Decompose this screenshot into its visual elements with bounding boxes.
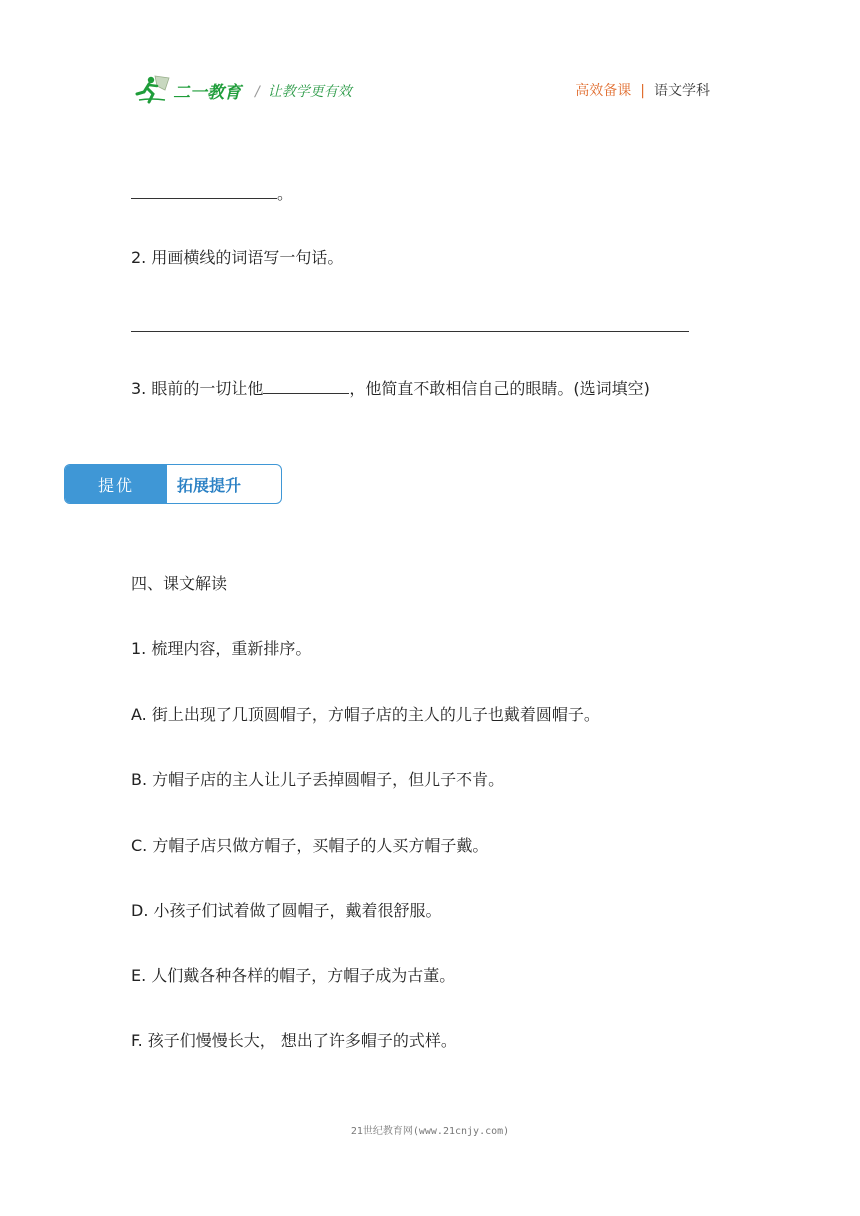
slogan [255,81,352,101]
footer-source: 21世纪教育网(www.21cnjy.com) [350,1126,510,1137]
answer-line-continued [131,184,293,204]
question-1: 1. 梳理内容，重新排序。 [131,639,312,658]
option-c: C. 方帽子店只做方帽子，买帽子的人买方帽子戴。 [131,836,489,855]
section-tag-level: 提优 [65,465,167,503]
option-d: D. 小孩子们试着做了圆帽子，戴着很舒服。 [131,901,442,920]
slogan-slash: / [255,84,260,100]
fill-blank[interactable] [131,184,277,199]
logo-text: 二一教育 [173,83,241,103]
option-b: B. 方帽子店的主人让儿子丢掉圆帽子，但儿子不肯。 [131,770,505,789]
option-a: A. 街上出现了几顶圆帽子，方帽子店的主人的儿子也戴着圆帽子。 [131,705,600,724]
question-3-prefix: 3. 眼前的一切让他 [131,379,264,398]
slogan-text: 让教学更有效 [267,84,352,100]
option-f: F. 孩子们慢慢长大， 想出了许多帽子的式样。 [131,1031,457,1050]
answer-line-q2[interactable] [131,331,689,332]
question-2: 2. 用画横线的词语写一句话。 [131,248,344,267]
section-tag-title: 拓展提升 [177,475,242,495]
section-tag [64,464,282,504]
header-right [575,80,710,100]
header-separator: | [640,83,645,99]
question-3-suffix: ，他简直不敢相信自己的眼睛。(选词填空) [349,379,650,398]
option-e: E. 人们戴各种各样的帽子，方帽子成为古董。 [131,966,456,985]
header-label-prep: 高效备课 [575,83,632,99]
runner-logo-icon [135,74,171,104]
fill-blank-q3[interactable] [263,379,349,394]
header-label-subject: 语文学科 [654,83,710,99]
blank-end-punct: 。 [277,184,294,203]
question-3 [131,379,650,399]
section-4-title: 四、课文解读 [131,574,228,593]
